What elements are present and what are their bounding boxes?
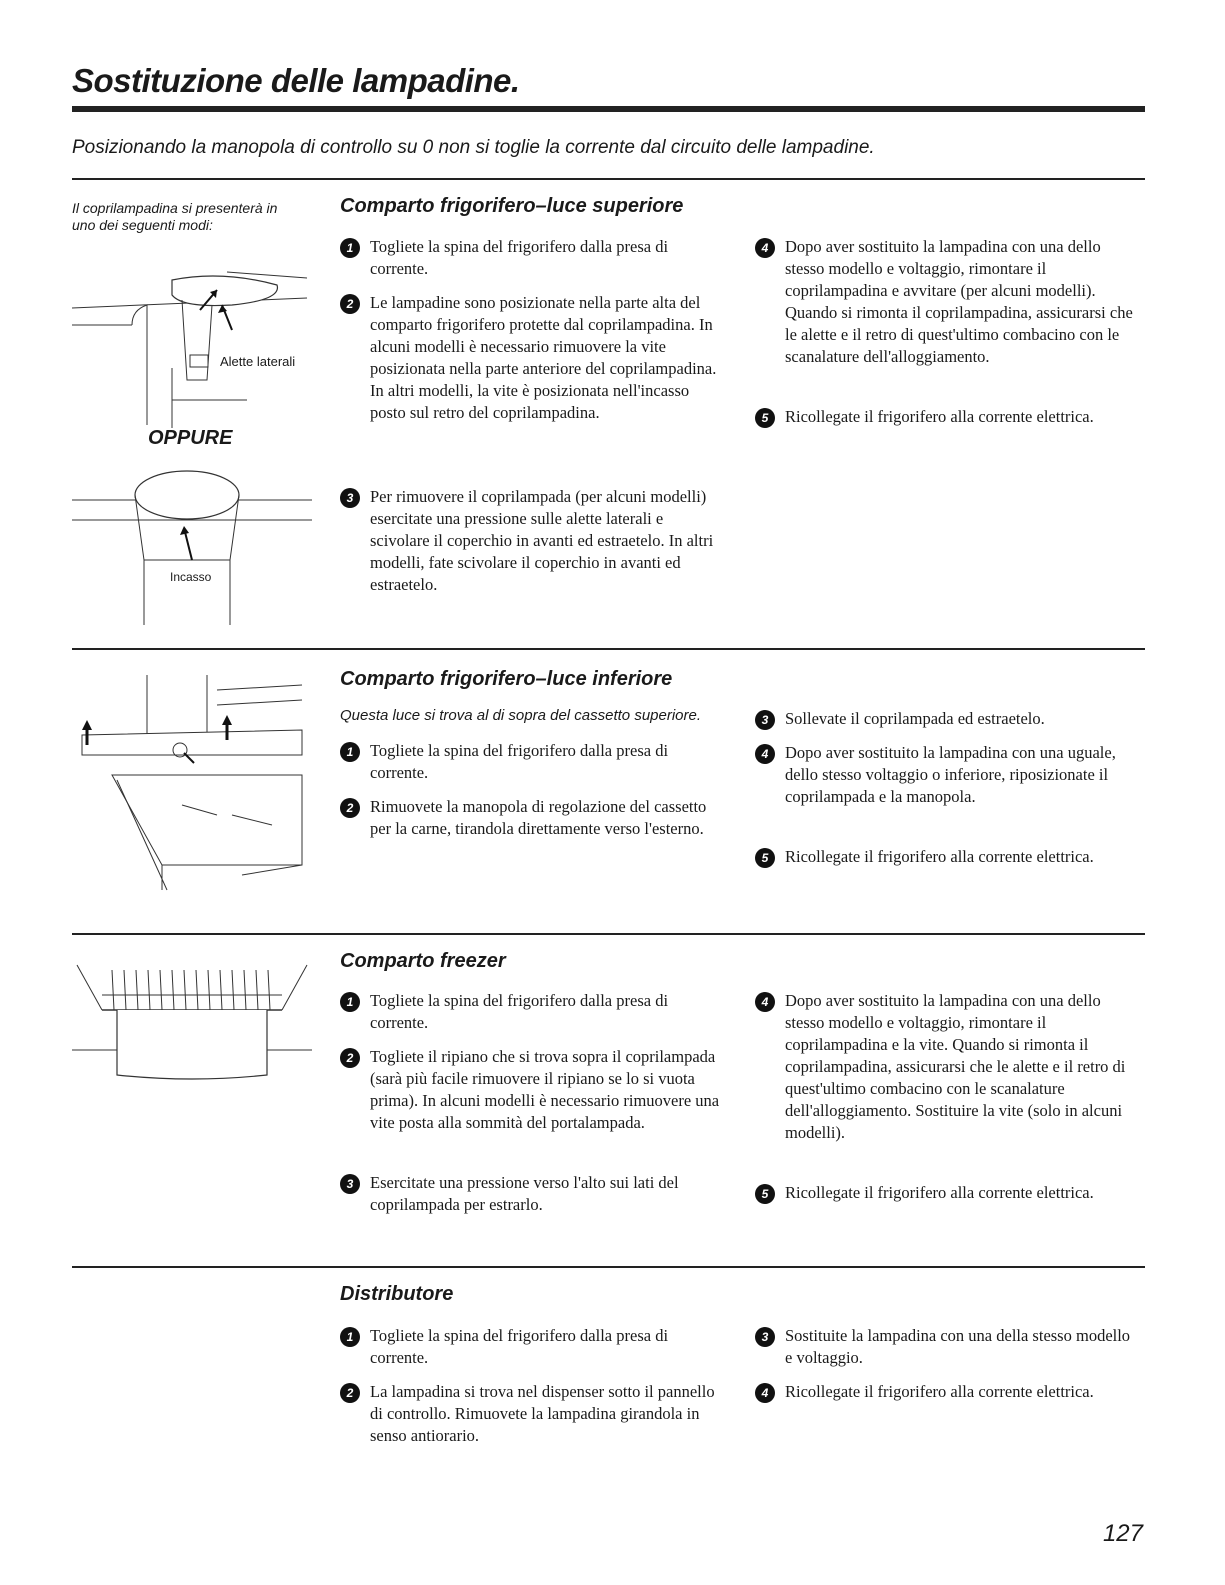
step-number: 4 xyxy=(755,744,775,764)
step-upper-4 xyxy=(755,236,1135,368)
step-number: 2 xyxy=(340,1383,360,1403)
section-title-freezer: Comparto freezer xyxy=(340,950,506,972)
step-text: Per rimuovere il coprilampada (per alcuni modelli) esercitate una pressione sulle alette laterali e scivolare il coperchio in avanti ed estraetelo. In altri modelli, fate scivolare il coperchio in avanti ed estraetelo. xyxy=(370,487,714,594)
step-number: 5 xyxy=(755,1184,775,1204)
step-upper-1 xyxy=(340,236,720,280)
step-number: 2 xyxy=(340,1048,360,1068)
step-upper-5 xyxy=(755,406,1135,428)
or-label: OPPURE xyxy=(148,427,233,449)
step-number: 1 xyxy=(340,742,360,762)
step-text: Dopo aver sostituito la lampadina con una dello stesso modello e voltaggio, rimontare il coprilampadina e avvitare (per alcuni modelli). Quando si rimonta il coprilampadina, assicurarsi che le alette e il retro di quest'ultimo combacino con le scanalature dell'alloggiamento. xyxy=(785,237,1133,366)
freezer-light-figure xyxy=(72,955,312,1095)
step-dispenser-4 xyxy=(755,1381,1135,1403)
step-number: 3 xyxy=(755,710,775,730)
step-lower-1 xyxy=(340,740,720,784)
step-text: Dopo aver sostituito la lampadina con una dello stesso modello e voltaggio, rimontare il coprilampadina e la vite. Quando si rimonta il coprilampadina, assicurarsi che le alette e il retro di quest'ultimo combacino con le scanalature dell'alloggiamento. Sostituire la vite (solo in alcuni modelli). xyxy=(785,991,1126,1142)
step-upper-2 xyxy=(340,292,720,424)
step-number: 1 xyxy=(340,238,360,258)
recess-label: Incasso xyxy=(170,570,212,584)
tabs-label: Alette laterali xyxy=(220,354,296,369)
step-text: Togliete la spina del frigorifero dalla presa di corrente. xyxy=(370,1326,669,1367)
step-text: Le lampadine sono posizionate nella parte alta del comparto frigorifero protette dal coprilampadina. In alcuni modelli è necessario rimuovere la vite posizionata nella parte anteriore del coprilampadina. In altri modelli, la vite è posizionata nell'incasso posto sul retro del coprilampadina. xyxy=(370,293,717,422)
figure-note: Il coprilampadina si presenterà in uno dei seguenti modi: xyxy=(72,200,278,233)
step-number: 4 xyxy=(755,1383,775,1403)
step-freezer-4 xyxy=(755,990,1135,1144)
step-text: Dopo aver sostituito la lampadina con una uguale, dello stesso voltaggio o inferiore, riposizionate il coprilampada e la manopola. xyxy=(785,743,1116,806)
section-divider xyxy=(72,933,1145,935)
section-divider xyxy=(72,178,1145,180)
page-subtitle: Posizionando la manopola di controllo su 0 non si toglie la corrente dal circuito delle lampadine. xyxy=(72,137,875,158)
step-text: Togliete la spina del frigorifero dalla presa di corrente. xyxy=(370,741,669,782)
step-number: 3 xyxy=(755,1327,775,1347)
step-lower-4 xyxy=(755,742,1135,808)
step-lower-5 xyxy=(755,846,1135,868)
lower-light-figure xyxy=(72,665,312,895)
step-text: Rimuovete la manopola di regolazione del cassetto per la carne, tirandola direttamente verso l'esterno. xyxy=(370,797,707,838)
page-number: 127 xyxy=(1102,1520,1143,1547)
step-number: 2 xyxy=(340,294,360,314)
step-text: Esercitate una pressione verso l'alto sui lati del coprilampada per estrarlo. xyxy=(370,1173,679,1214)
step-number: 5 xyxy=(755,848,775,868)
section-title-lower: Comparto frigorifero–luce inferiore xyxy=(340,668,673,690)
step-freezer-5 xyxy=(755,1182,1135,1204)
step-dispenser-3 xyxy=(755,1325,1135,1369)
section-title-upper: Comparto frigorifero–luce superiore xyxy=(340,195,684,217)
step-freezer-2 xyxy=(340,1046,720,1134)
step-number: 3 xyxy=(340,488,360,508)
step-number: 4 xyxy=(755,238,775,258)
step-text: Sostituite la lampadina con una della stesso modello e voltaggio. xyxy=(785,1326,1131,1367)
title-rule xyxy=(72,106,1145,112)
step-number: 1 xyxy=(340,992,360,1012)
step-text: Ricollegate il frigorifero alla corrente elettrica. xyxy=(785,407,1094,426)
section-divider xyxy=(72,648,1145,650)
step-lower-2 xyxy=(340,796,720,840)
step-freezer-1 xyxy=(340,990,720,1034)
step-text: Ricollegate il frigorifero alla corrente elettrica. xyxy=(785,1183,1094,1202)
step-text: Ricollegate il frigorifero alla corrente elettrica. xyxy=(785,847,1094,866)
step-text: Ricollegate il frigorifero alla corrente elettrica. xyxy=(785,1382,1094,1401)
step-number: 3 xyxy=(340,1174,360,1194)
section-divider xyxy=(72,1266,1145,1268)
step-text: La lampadina si trova nel dispenser sotto il pannello di controllo. Rimuovete la lampadina girandola in senso antiorario. xyxy=(370,1382,715,1445)
step-dispenser-2 xyxy=(340,1381,720,1447)
page-title: Sostituzione delle lampadine. xyxy=(72,62,520,99)
step-number: 5 xyxy=(755,408,775,428)
step-number: 4 xyxy=(755,992,775,1012)
step-dispenser-1 xyxy=(340,1325,720,1369)
step-text: Sollevate il coprilampada ed estraetelo. xyxy=(785,709,1045,728)
upper-light-figure-tabs xyxy=(72,250,312,430)
upper-light-figure-recess xyxy=(72,460,312,630)
step-text: Togliete il ripiano che si trova sopra il coprilampada (sarà più facile rimuovere il ripiano se lo si vuota prima). In alcuni modelli è necessario rimuovere una vite posta alla sommità del portalampada. xyxy=(370,1047,720,1132)
step-number: 2 xyxy=(340,798,360,818)
step-number: 1 xyxy=(340,1327,360,1347)
step-freezer-3 xyxy=(340,1172,720,1216)
section-note-lower: Questa luce si trova al di sopra del cassetto superiore. xyxy=(340,707,702,724)
step-lower-3 xyxy=(755,708,1135,730)
step-text: Togliete la spina del frigorifero dalla presa di corrente. xyxy=(370,991,669,1032)
section-title-dispenser: Distributore xyxy=(340,1283,454,1305)
step-text: Togliete la spina del frigorifero dalla presa di corrente. xyxy=(370,237,669,278)
step-upper-3 xyxy=(340,486,720,596)
